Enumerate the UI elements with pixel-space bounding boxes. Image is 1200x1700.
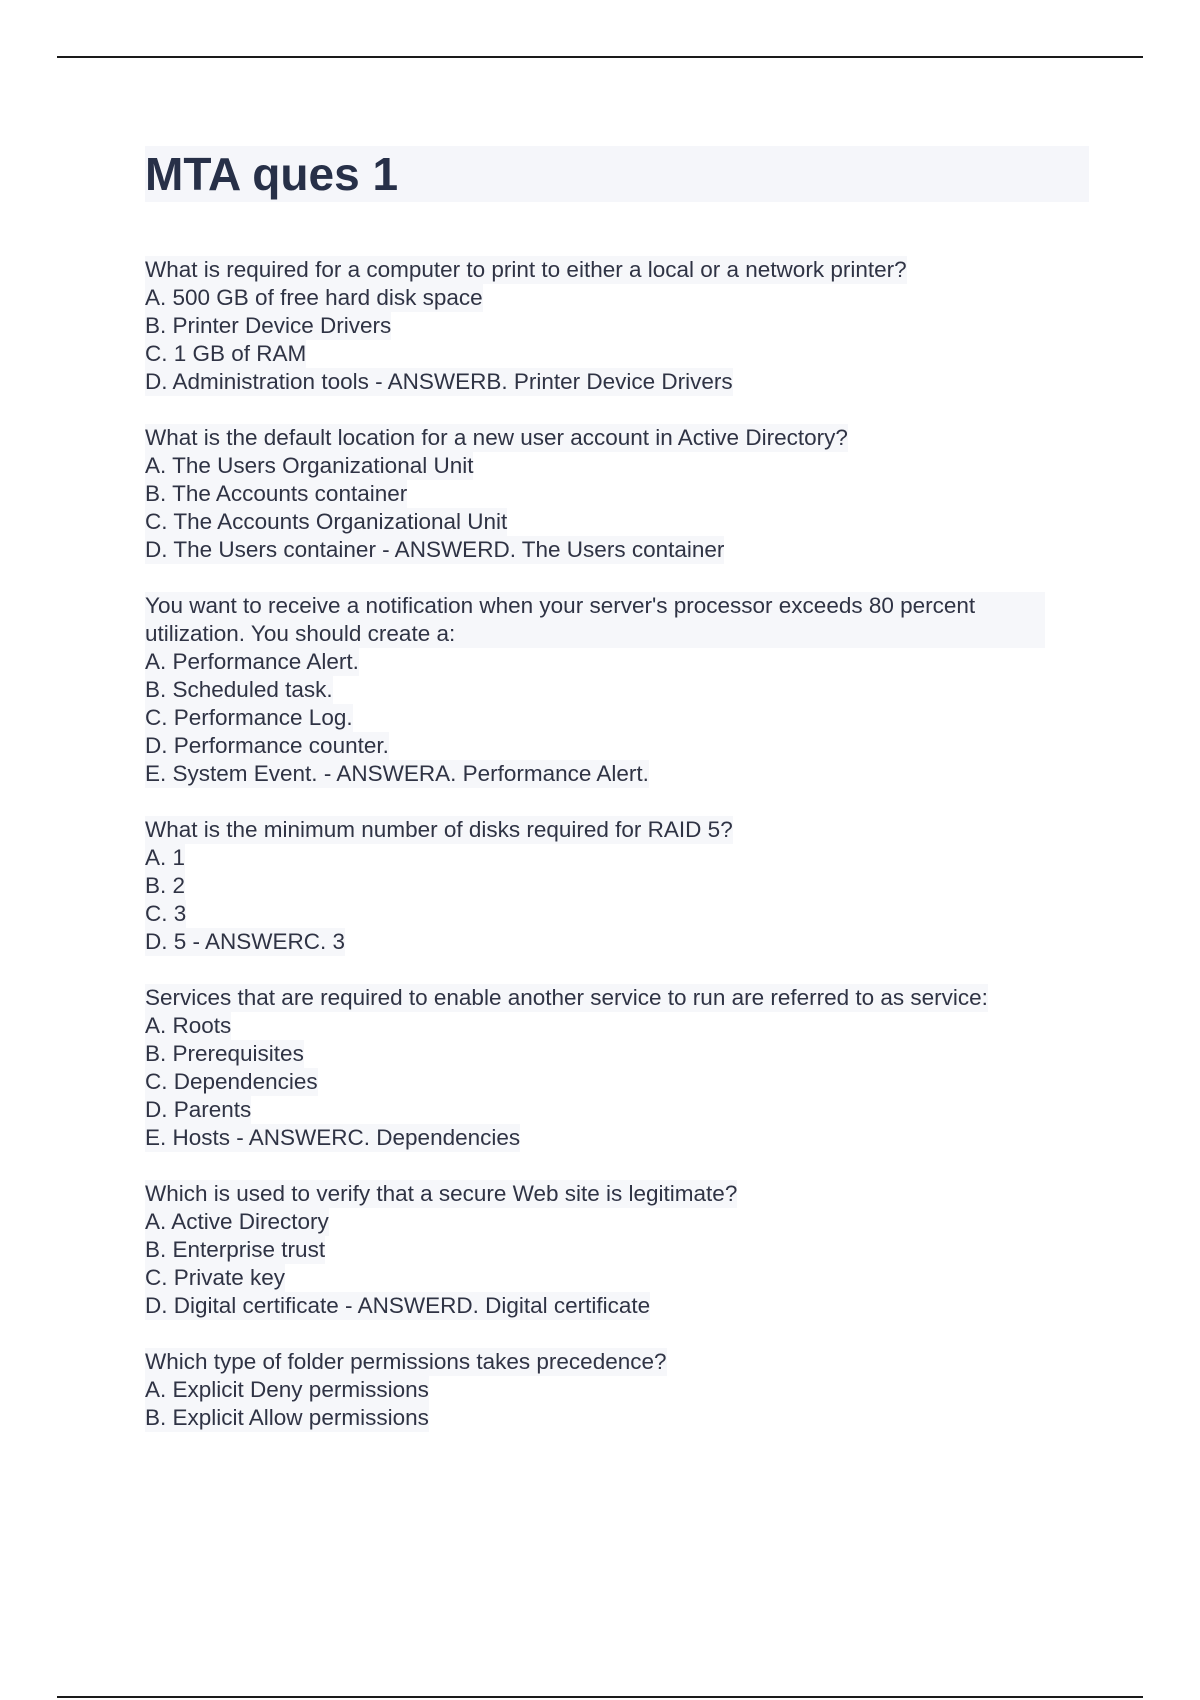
answer-option: B. Printer Device Drivers xyxy=(145,313,392,338)
title-bar xyxy=(145,146,1089,202)
answer-option: C. 3 xyxy=(145,901,187,926)
answer-option: D. Administration tools - ANSWERB. Printer Device Drivers xyxy=(145,369,733,394)
answer-option: B. Prerequisites xyxy=(145,1041,304,1066)
question-text: What is the default location for a new user account in Active Directory? xyxy=(145,425,848,450)
page-title: MTA ques 1 xyxy=(145,148,399,200)
question-text: Which is used to verify that a secure Web site is legitimate? xyxy=(145,1181,738,1206)
answer-option: E. System Event. - ANSWERA. Performance Alert. xyxy=(145,761,649,786)
question-block xyxy=(145,256,1089,396)
answer-option: A. Performance Alert. xyxy=(145,649,359,674)
answer-option: D. 5 - ANSWERC. 3 xyxy=(145,929,346,954)
answer-option: C. The Accounts Organizational Unit xyxy=(145,509,508,534)
question-block xyxy=(145,816,1089,956)
answer-option: A. 1 xyxy=(145,845,186,870)
answer-option: A. 500 GB of free hard disk space xyxy=(145,285,483,310)
answer-option: B. Explicit Allow permissions xyxy=(145,1405,429,1430)
answer-option: B. Scheduled task. xyxy=(145,677,333,702)
answer-option: C. Performance Log. xyxy=(145,705,353,730)
answer-option: C. 1 GB of RAM xyxy=(145,341,307,366)
answer-option: D. Digital certificate - ANSWERD. Digital certificate xyxy=(145,1293,651,1318)
answer-option: C. Private key xyxy=(145,1265,286,1290)
question-block xyxy=(145,984,1089,1152)
question-block xyxy=(145,424,1089,564)
answer-option: C. Dependencies xyxy=(145,1069,318,1094)
answer-option: D. The Users container - ANSWERD. The Users container xyxy=(145,537,725,562)
question-text: Services that are required to enable another service to run are referred to as service: xyxy=(145,985,988,1010)
question-text: Which type of folder permissions takes precedence? xyxy=(145,1349,667,1374)
answer-option: B. Enterprise trust xyxy=(145,1237,326,1262)
question-text: What is required for a computer to print to either a local or a network printer? xyxy=(145,257,907,282)
question-block xyxy=(145,1180,1089,1320)
answer-option: D. Performance counter. xyxy=(145,733,389,758)
answer-option: A. The Users Organizational Unit xyxy=(145,453,474,478)
answer-option: A. Explicit Deny permissions xyxy=(145,1377,429,1402)
question-list xyxy=(145,256,1089,1460)
answer-option: D. Parents xyxy=(145,1097,252,1122)
answer-option: A. Roots xyxy=(145,1013,232,1038)
answer-option: E. Hosts - ANSWERC. Dependencies xyxy=(145,1125,521,1150)
answer-option: A. Active Directory xyxy=(145,1209,329,1234)
answer-option: B. The Accounts container xyxy=(145,481,408,506)
question-text: You want to receive a notification when your server's processor exceeds 80 percent utilization. You should create a: xyxy=(145,592,1045,648)
question-block xyxy=(145,592,1089,788)
question-block xyxy=(145,1348,1089,1432)
answer-option: B. 2 xyxy=(145,873,186,898)
question-text: What is the minimum number of disks required for RAID 5? xyxy=(145,817,733,842)
top-rule xyxy=(57,56,1143,58)
bottom-rule xyxy=(57,1696,1143,1698)
